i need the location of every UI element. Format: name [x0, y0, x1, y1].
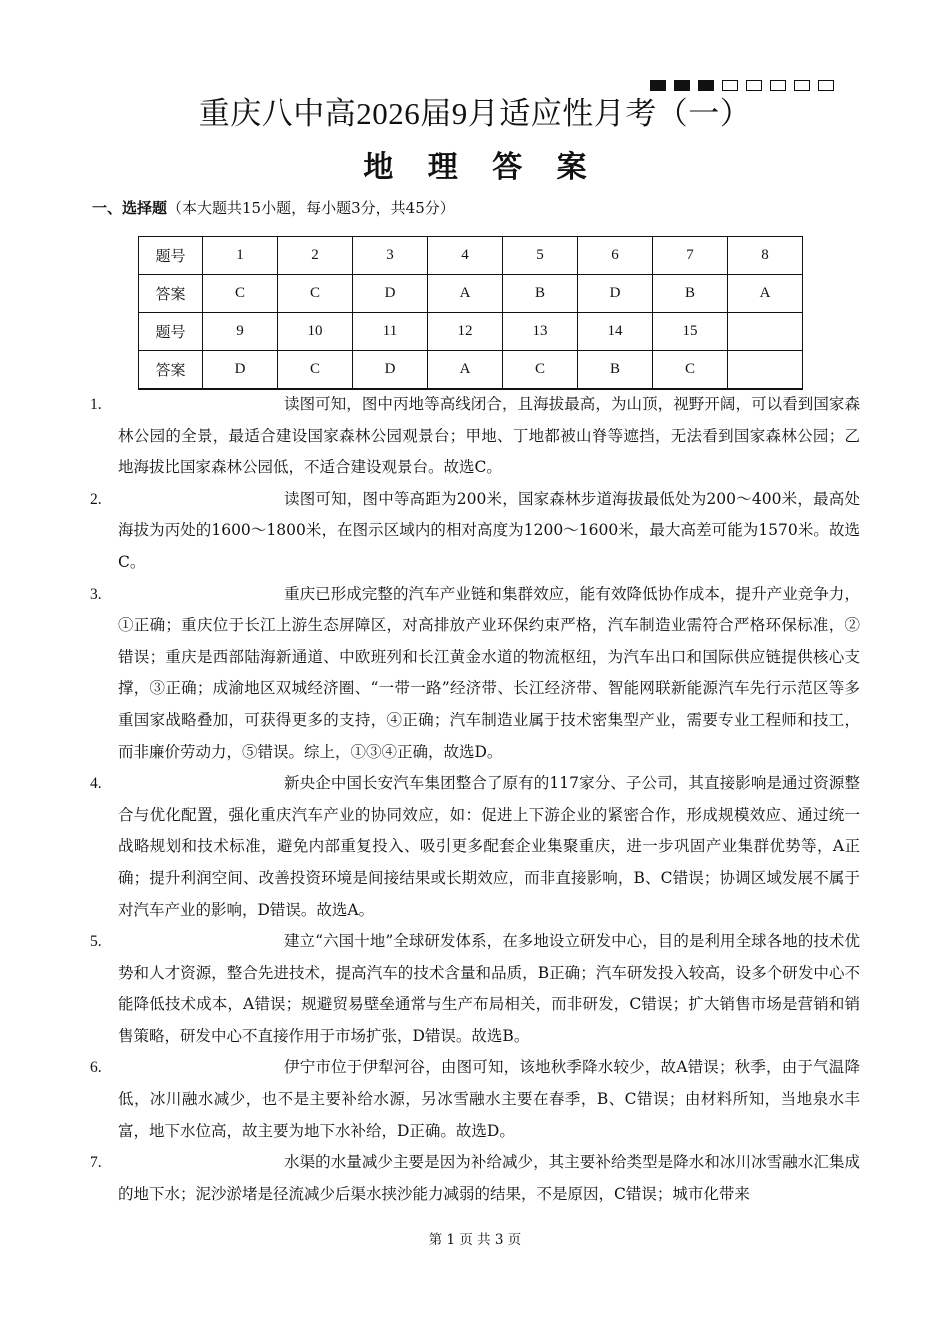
table-row [139, 351, 803, 389]
table-cell: 7 [653, 237, 728, 275]
table-cell: C [278, 351, 353, 389]
table-row [139, 237, 803, 275]
table-cell: 4 [428, 237, 503, 275]
table-cell: B [503, 275, 578, 313]
table-cell: B [653, 275, 728, 313]
answer-table [138, 236, 803, 390]
table-row [139, 275, 803, 313]
item-number: 2. [90, 490, 102, 508]
table-cell: 14 [578, 313, 653, 351]
table-cell: A [428, 275, 503, 313]
table-cell: A [428, 351, 503, 389]
explanation-item [90, 579, 860, 769]
table-cell: D [353, 275, 428, 313]
item-text: 水渠的水量减少主要是因为补给减少，其主要补给类型是降水和冰川冰雪融水汇集成的地下水；泥沙淤堵是径流减少后渠水挟沙能力减弱的结果，不是原因，C错误；城市化带来 [118, 1153, 860, 1203]
table-cell: 2 [278, 237, 353, 275]
item-number: 4. [90, 775, 102, 793]
explanation-item [90, 1052, 860, 1147]
explanation-item [90, 484, 860, 579]
item-text: 建立“六国十地”全球研发体系，在多地设立研发中心，目的是利用全球各地的技术优势和人才资源，整合先进技术，提高汽车的技术含量和品质，B正确；汽车研发投入较高，设多个研发中心不能降低技术成本，A错误；规避贸易壁垒通常与生产布局相关，而非研发，C错误；扩大销售市场是营销和销售策略，研发中心不直接作用于市场扩张，D错误。故选B。 [118, 932, 860, 1045]
row-label: 题号 [139, 313, 203, 351]
item-text: 新央企中国长安汽车集团整合了原有的117家分、子公司，其直接影响是通过资源整合与优化配置，强化重庆汽车产业的协同效应，如：促进上下游企业的紧密合作，形成规模效应、通过统一战略规划和技术标准，避免内部重复投入、吸引更多配套企业集聚重庆，进一步巩固产业集群优势等，A正确；提升利润空间、改善投资环境是间接结果或长期效应，而非直接影响，B、C错误；协调区域发展不属于对汽车产业的影响，D错误。故选A。 [118, 774, 860, 919]
table-cell: 3 [353, 237, 428, 275]
item-number: 7. [90, 1154, 102, 1172]
section-note: （本大题共15小题，每小题3分，共45分） [167, 199, 455, 217]
table-cell: 9 [203, 313, 278, 351]
explanation-item [90, 926, 860, 1052]
explanation-list [90, 389, 860, 1210]
document-subtitle: 地 理 答 案 [363, 150, 599, 185]
table-cell: 15 [653, 313, 728, 351]
table-row [139, 313, 803, 351]
table-cell [728, 313, 803, 351]
row-label: 答案 [139, 275, 203, 313]
table-cell: B [578, 351, 653, 389]
table-cell: D [353, 351, 428, 389]
table-cell: 12 [428, 313, 503, 351]
item-text: 读图可知，图中等高距为200米，国家森林步道海拔最低处为200～400米，最高处海拔为丙处的1600～1800米，在图示区域内的相对高度为1200～1600米，最大高差可能为1570米。故选C。 [118, 489, 860, 571]
table-cell: C [278, 275, 353, 313]
page-footer: 第 1 页 共 3 页 [428, 1232, 522, 1248]
table-cell: 6 [578, 237, 653, 275]
table-cell: 1 [203, 237, 278, 275]
document-title: 重庆八中高2026届9月适应性月考（一） [198, 96, 752, 131]
section-heading [92, 197, 455, 218]
item-number: 5. [90, 933, 102, 951]
row-label: 题号 [139, 237, 203, 275]
item-number: 3. [90, 585, 102, 603]
table-cell [728, 351, 803, 389]
explanation-item [90, 389, 860, 484]
table-cell: 13 [503, 313, 578, 351]
table-cell: C [203, 275, 278, 313]
table-cell: 11 [353, 313, 428, 351]
table-cell: D [578, 275, 653, 313]
table-cell: C [503, 351, 578, 389]
explanation-item [90, 768, 860, 926]
row-label: 答案 [139, 351, 203, 389]
table-cell: C [653, 351, 728, 389]
section-title: 一、选择题 [92, 199, 168, 217]
table-cell: D [203, 351, 278, 389]
table-cell: A [728, 275, 803, 313]
table-cell: 5 [503, 237, 578, 275]
explanation-item [90, 1147, 860, 1210]
item-text: 重庆已形成完整的汽车产业链和集群效应，能有效降低协作成本，提升产业竞争力，①正确；重庆位于长江上游生态屏障区，对高排放产业环保约束严格，汽车制造业需符合严格环保标准，②错误；重庆是西部陆海新通道、中欧班列和长江黄金水道的物流枢纽，为汽车出口和国际供应链提供核心支撑，③正确；成渝地区双城经济圈、“一带一路”经济带、长江经济带、智能网联新能源汽车先行示范区等多重国家战略叠加，可获得更多的支持，④正确；汽车制造业属于技术密集型产业，需要专业工程师和技工，而非廉价劳动力，⑤错误。综上，①③④正确，故选D。 [118, 584, 860, 761]
table-cell: 8 [728, 237, 803, 275]
item-text: 读图可知，图中丙地等高线闭合，且海拔最高，为山顶，视野开阔，可以看到国家森林公园的全景，最适合建设国家森林公园观景台；甲地、丁地都被山脊等遮挡，无法看到国家森林公园；乙地海拔比国家森林公园低，不适合建设观景台。故选C。 [118, 395, 860, 477]
item-number: 6. [90, 1059, 102, 1077]
item-text: 伊宁市位于伊犁河谷，由图可知，该地秋季降水较少，故A错误；秋季，由于气温降低，冰川融水减少，也不是主要补给水源，另冰雪融水主要在春季，B、C错误；由材料所知，当地泉水丰富，地下水位高，故主要为地下水补给，D正确。故选D。 [118, 1058, 860, 1140]
item-number: 1. [90, 396, 102, 413]
table-cell: 10 [278, 313, 353, 351]
